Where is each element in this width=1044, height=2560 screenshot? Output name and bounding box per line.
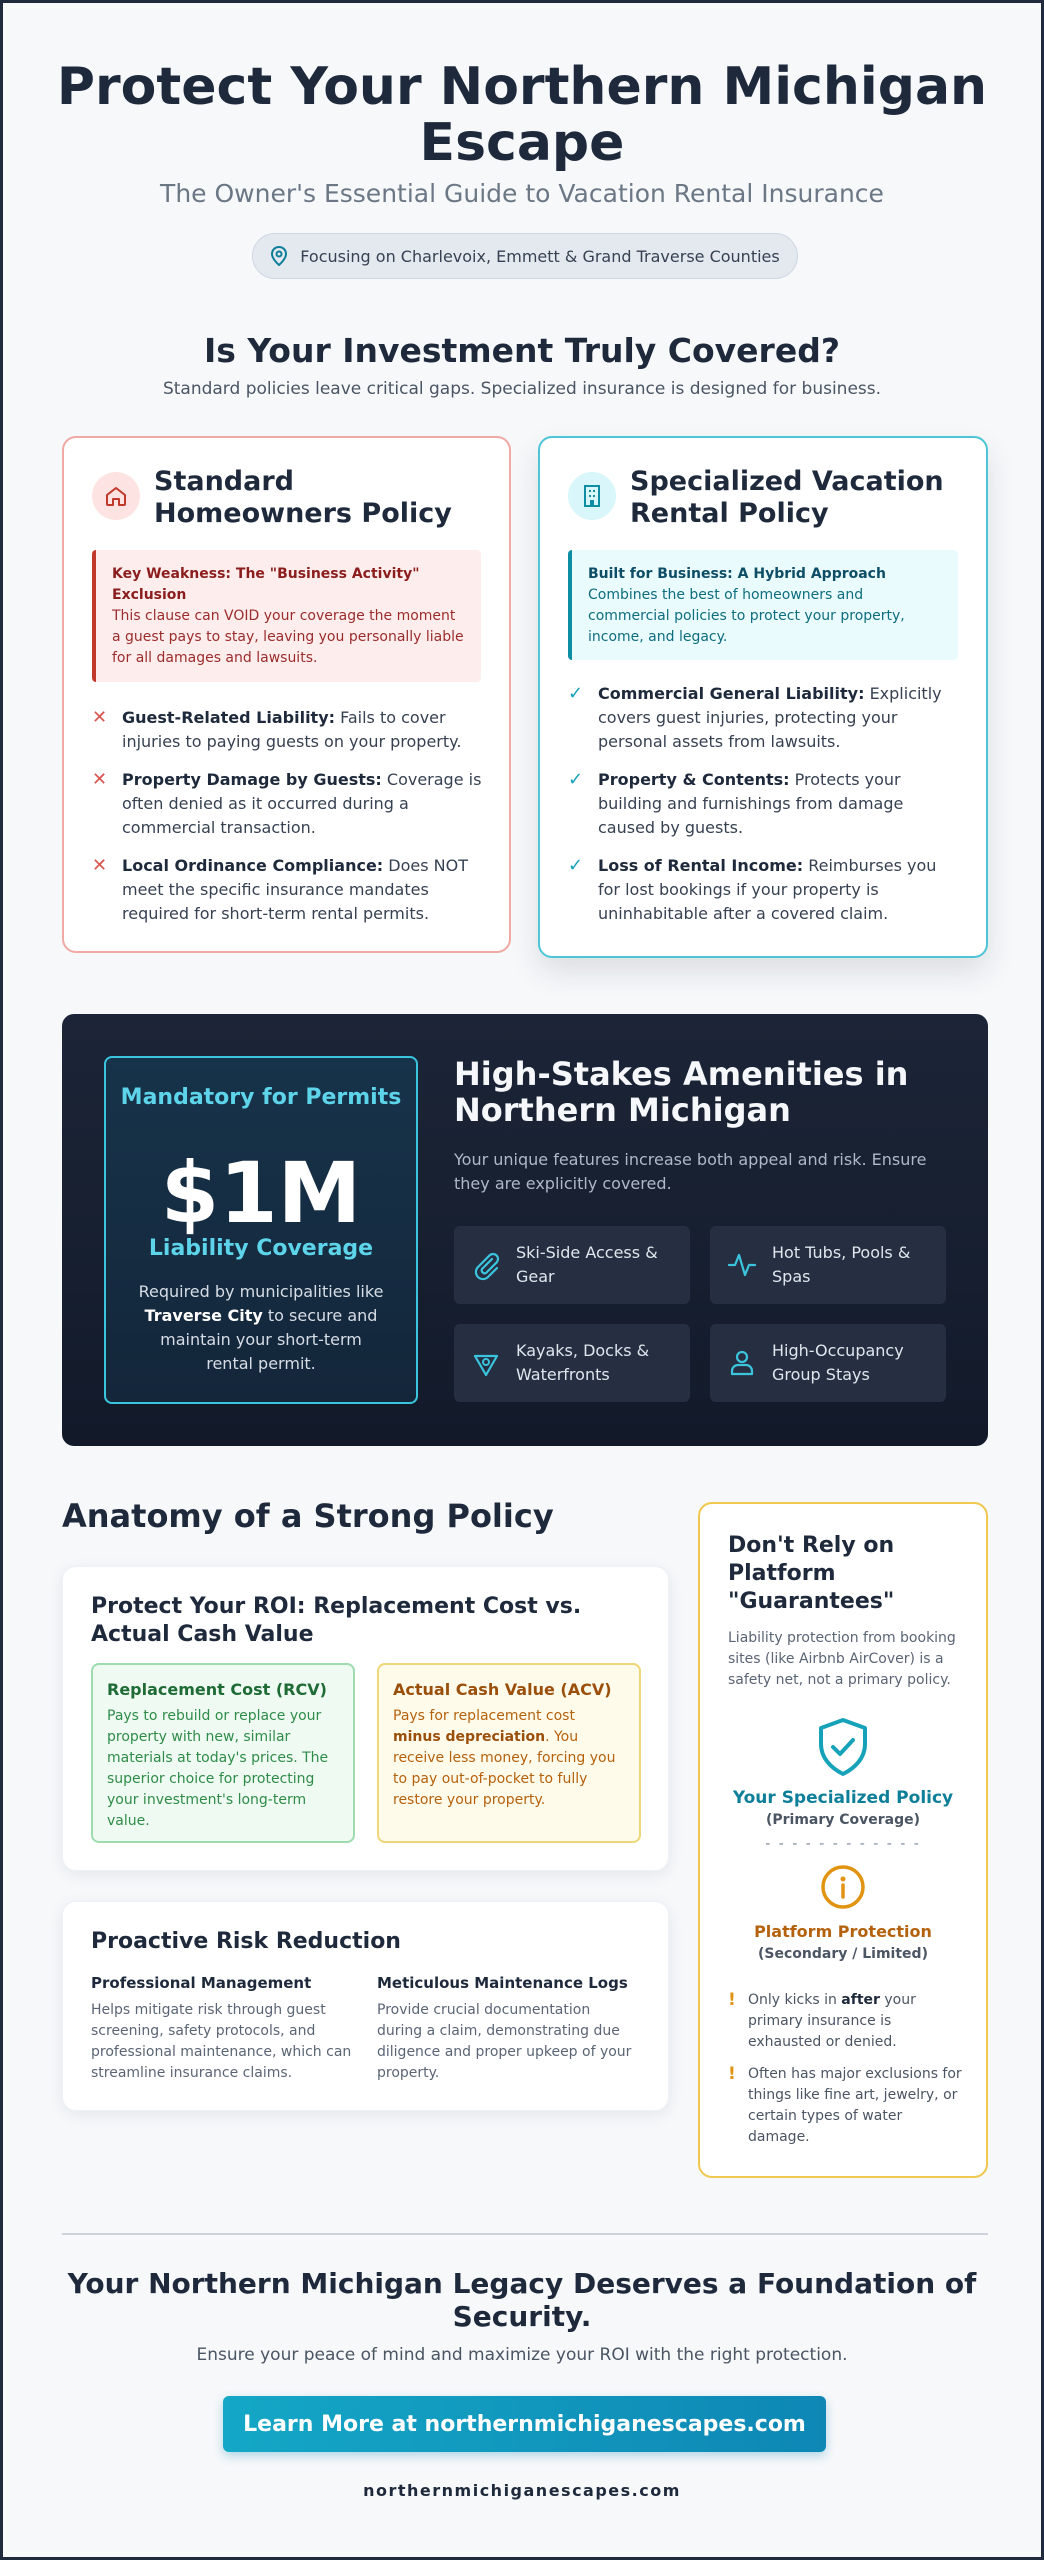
acv-text bbox=[393, 1706, 625, 1811]
requirement-city: Traverse City bbox=[144, 1306, 263, 1325]
item-text: Coverage is often denied as it occurred during a commercial transaction. bbox=[122, 770, 482, 837]
liability-requirement-text bbox=[136, 1280, 386, 1376]
item-label: Loss of Rental Income: bbox=[598, 856, 804, 875]
risk-column-title: Professional Management bbox=[91, 1974, 312, 1992]
acv-text-bold: minus depreciation bbox=[393, 1729, 546, 1745]
standard-weakness-callout bbox=[92, 550, 481, 682]
platform-title: Don't Rely on Platform "Guarantees" bbox=[728, 1533, 895, 1614]
footer-title: Your Northern Michigan Legacy Deserves a Foundation of Security. bbox=[67, 2267, 977, 2333]
amenity-label: High-Occupancy Group Stays bbox=[772, 1341, 904, 1384]
anatomy-title: Anatomy of a Strong Policy bbox=[62, 1497, 554, 1535]
shield-check-icon bbox=[700, 1716, 986, 1782]
item-label: Property Damage by Guests: bbox=[122, 770, 382, 789]
site-url: northernmichiganescapes.com bbox=[363, 2481, 681, 2500]
amenities-panel bbox=[62, 1014, 988, 1446]
activity-icon bbox=[726, 1249, 758, 1281]
rcv-text: Pays to rebuild or replace your property with new, similar materials at today's prices. The superior choice for protecting your investment's long-term value. bbox=[107, 1708, 329, 1829]
secondary-coverage-sub: (Secondary / Limited) bbox=[758, 1946, 928, 1962]
exclamation-icon: ! bbox=[728, 1990, 736, 2010]
learn-more-button[interactable]: Learn More at northernmichiganescapes.com bbox=[223, 2396, 826, 2452]
info-icon bbox=[700, 1864, 986, 1914]
item-text: Fails to cover injuries to paying guests on your property. bbox=[122, 708, 462, 751]
list-item bbox=[568, 682, 962, 754]
check-icon: ✓ bbox=[568, 855, 584, 876]
liability-amount: $1M bbox=[160, 1144, 362, 1242]
list-item bbox=[92, 854, 485, 926]
standard-policy-title: Standard Homeowners Policy bbox=[154, 466, 452, 529]
item-label: Guest-Related Liability: bbox=[122, 708, 336, 727]
item-label: Commercial General Liability: bbox=[598, 684, 865, 703]
amenity-hot-tubs bbox=[710, 1226, 946, 1304]
bullet-text: Often has major exclusions for things like fine art, jewelry, or certain types of water damage. bbox=[748, 2066, 962, 2145]
item-text: Reimburses you for lost bookings if your property is uninhabitable after a covered claim. bbox=[598, 856, 937, 923]
check-icon: ✓ bbox=[568, 769, 584, 790]
paperclip-icon bbox=[470, 1249, 502, 1281]
anchor-icon bbox=[470, 1347, 502, 1379]
platform-description: Liability protection from booking sites (like Airbnb AirCover) is a safety net, not a primary policy. bbox=[728, 1630, 956, 1688]
map-pin-icon bbox=[270, 246, 288, 266]
primary-coverage-title: Your Specialized Policy bbox=[732, 1788, 954, 1808]
bullet-text-bold: after bbox=[841, 1992, 880, 2008]
list-item bbox=[568, 854, 962, 926]
list-item bbox=[728, 1990, 968, 2053]
list-item bbox=[728, 2064, 968, 2148]
rcv-box bbox=[91, 1663, 355, 1843]
coverage-subtitle: Standard policies leave critical gaps. Specialized insurance is designed for business. bbox=[162, 379, 882, 399]
coverage-title: Is Your Investment Truly Covered? bbox=[204, 331, 840, 370]
item-text: Does NOT meet the specific insurance mandates required for short-term rental permits. bbox=[122, 856, 468, 923]
amenities-title: High-Stakes Amenities in Northern Michigan bbox=[454, 1055, 909, 1129]
list-item bbox=[92, 706, 485, 754]
specialized-policy-title: Specialized Vacation Rental Policy bbox=[630, 466, 944, 529]
rcv-title: Replacement Cost (RCV) bbox=[107, 1680, 327, 1699]
item-label: Property & Contents: bbox=[598, 770, 790, 789]
roi-card bbox=[62, 1566, 669, 1871]
acv-text-start: Pays for replacement cost bbox=[393, 1708, 575, 1724]
exclamation-icon: ! bbox=[728, 2064, 736, 2084]
specialized-callout-title: Built for Business: A Hybrid Approach bbox=[588, 566, 886, 582]
footer-subtitle: Ensure your peace of mind and maximize your ROI with the right protection. bbox=[196, 2345, 848, 2365]
standard-policy-card bbox=[62, 436, 511, 953]
requirement-text-end: to secure and maintain your short-term rental permit. bbox=[160, 1306, 378, 1373]
acv-box bbox=[377, 1663, 641, 1843]
amenity-kayaks bbox=[454, 1324, 690, 1402]
amenities-subtitle: Your unique features increase both appeal and risk. Ensure they are explicitly covered. bbox=[454, 1150, 927, 1193]
bullet-text-start: Only kicks in bbox=[748, 1992, 837, 2008]
amenity-label: Hot Tubs, Pools & Spas bbox=[772, 1243, 911, 1286]
acv-title: Actual Cash Value (ACV) bbox=[393, 1680, 612, 1699]
item-label: Local Ordinance Compliance: bbox=[122, 856, 384, 875]
bullet-text-end: your primary insurance is exhausted or denied. bbox=[748, 1992, 916, 2050]
item-text: Explicitly covers guest injuries, protecting your personal assets from lawsuits. bbox=[598, 684, 942, 751]
risk-title: Proactive Risk Reduction bbox=[91, 1929, 401, 1954]
item-text: Protects your building and furnishings from damage caused by guests. bbox=[598, 770, 904, 837]
mandatory-label: Mandatory for Permits bbox=[120, 1085, 402, 1110]
amenity-ski bbox=[454, 1226, 690, 1304]
location-pill-text: Focusing on Charlevoix, Emmett & Grand Traverse Counties bbox=[300, 246, 780, 266]
risk-column-management bbox=[91, 1974, 353, 2084]
amenity-label: Kayaks, Docks & Waterfronts bbox=[516, 1341, 650, 1384]
specialized-callout bbox=[568, 550, 958, 660]
user-icon bbox=[726, 1347, 758, 1379]
page-title: Protect Your Northern Michigan Escape bbox=[56, 57, 988, 173]
page-subtitle: The Owner's Essential Guide to Vacation Rental Insurance bbox=[160, 179, 884, 208]
standard-callout-title: Key Weakness: The "Business Activity" Exclusion bbox=[112, 566, 420, 603]
platform-guarantee-card bbox=[698, 1502, 988, 2178]
risk-column-text: Provide crucial documentation during a claim, demonstrating due diligence and proper upkeep of your property. bbox=[377, 2002, 632, 2081]
primary-coverage-sub: (Primary Coverage) bbox=[765, 1812, 921, 1828]
secondary-coverage-title: Platform Protection bbox=[754, 1922, 932, 1941]
x-icon: ✕ bbox=[92, 707, 108, 728]
risk-column-title: Meticulous Maintenance Logs bbox=[377, 1974, 628, 1992]
x-icon: ✕ bbox=[92, 855, 108, 876]
check-icon: ✓ bbox=[568, 683, 584, 704]
roi-title: Protect Your ROI: Replacement Cost vs. Actual Cash Value bbox=[91, 1594, 582, 1647]
amenity-label: Ski-Side Access & Gear bbox=[516, 1243, 658, 1286]
amenity-group-stays bbox=[710, 1324, 946, 1402]
list-item bbox=[92, 768, 485, 840]
section-divider bbox=[62, 2233, 988, 2235]
specialized-callout-text: Combines the best of homeowners and commercial policies to protect your property, income, and legacy. bbox=[588, 587, 905, 645]
requirement-text-start: Required by municipalities like bbox=[138, 1282, 384, 1301]
standard-callout-text: This clause can VOID your coverage the moment a guest pays to stay, leaving you personally liable for all damages and lawsuits. bbox=[112, 608, 464, 666]
risk-column-logs bbox=[377, 1974, 639, 2084]
risk-column-text: Helps mitigate risk through guest screening, safety protocols, and professional maintenance, which can streamline insurance claims. bbox=[91, 2002, 352, 2081]
location-pill bbox=[252, 233, 798, 279]
x-icon: ✕ bbox=[92, 769, 108, 790]
risk-reduction-card bbox=[62, 1901, 669, 2111]
house-icon bbox=[92, 472, 140, 520]
liability-requirement-box bbox=[104, 1056, 418, 1404]
specialized-policy-card bbox=[538, 436, 988, 958]
liability-coverage-label: Liability Coverage bbox=[148, 1236, 374, 1261]
building-icon bbox=[568, 472, 616, 520]
coverage-divider: - - - - - - - - - - - - bbox=[765, 1836, 921, 1852]
list-item bbox=[568, 768, 962, 840]
acv-text-end: . You receive less money, forcing you to pay out-of-pocket to fully restore your property. bbox=[393, 1729, 616, 1808]
